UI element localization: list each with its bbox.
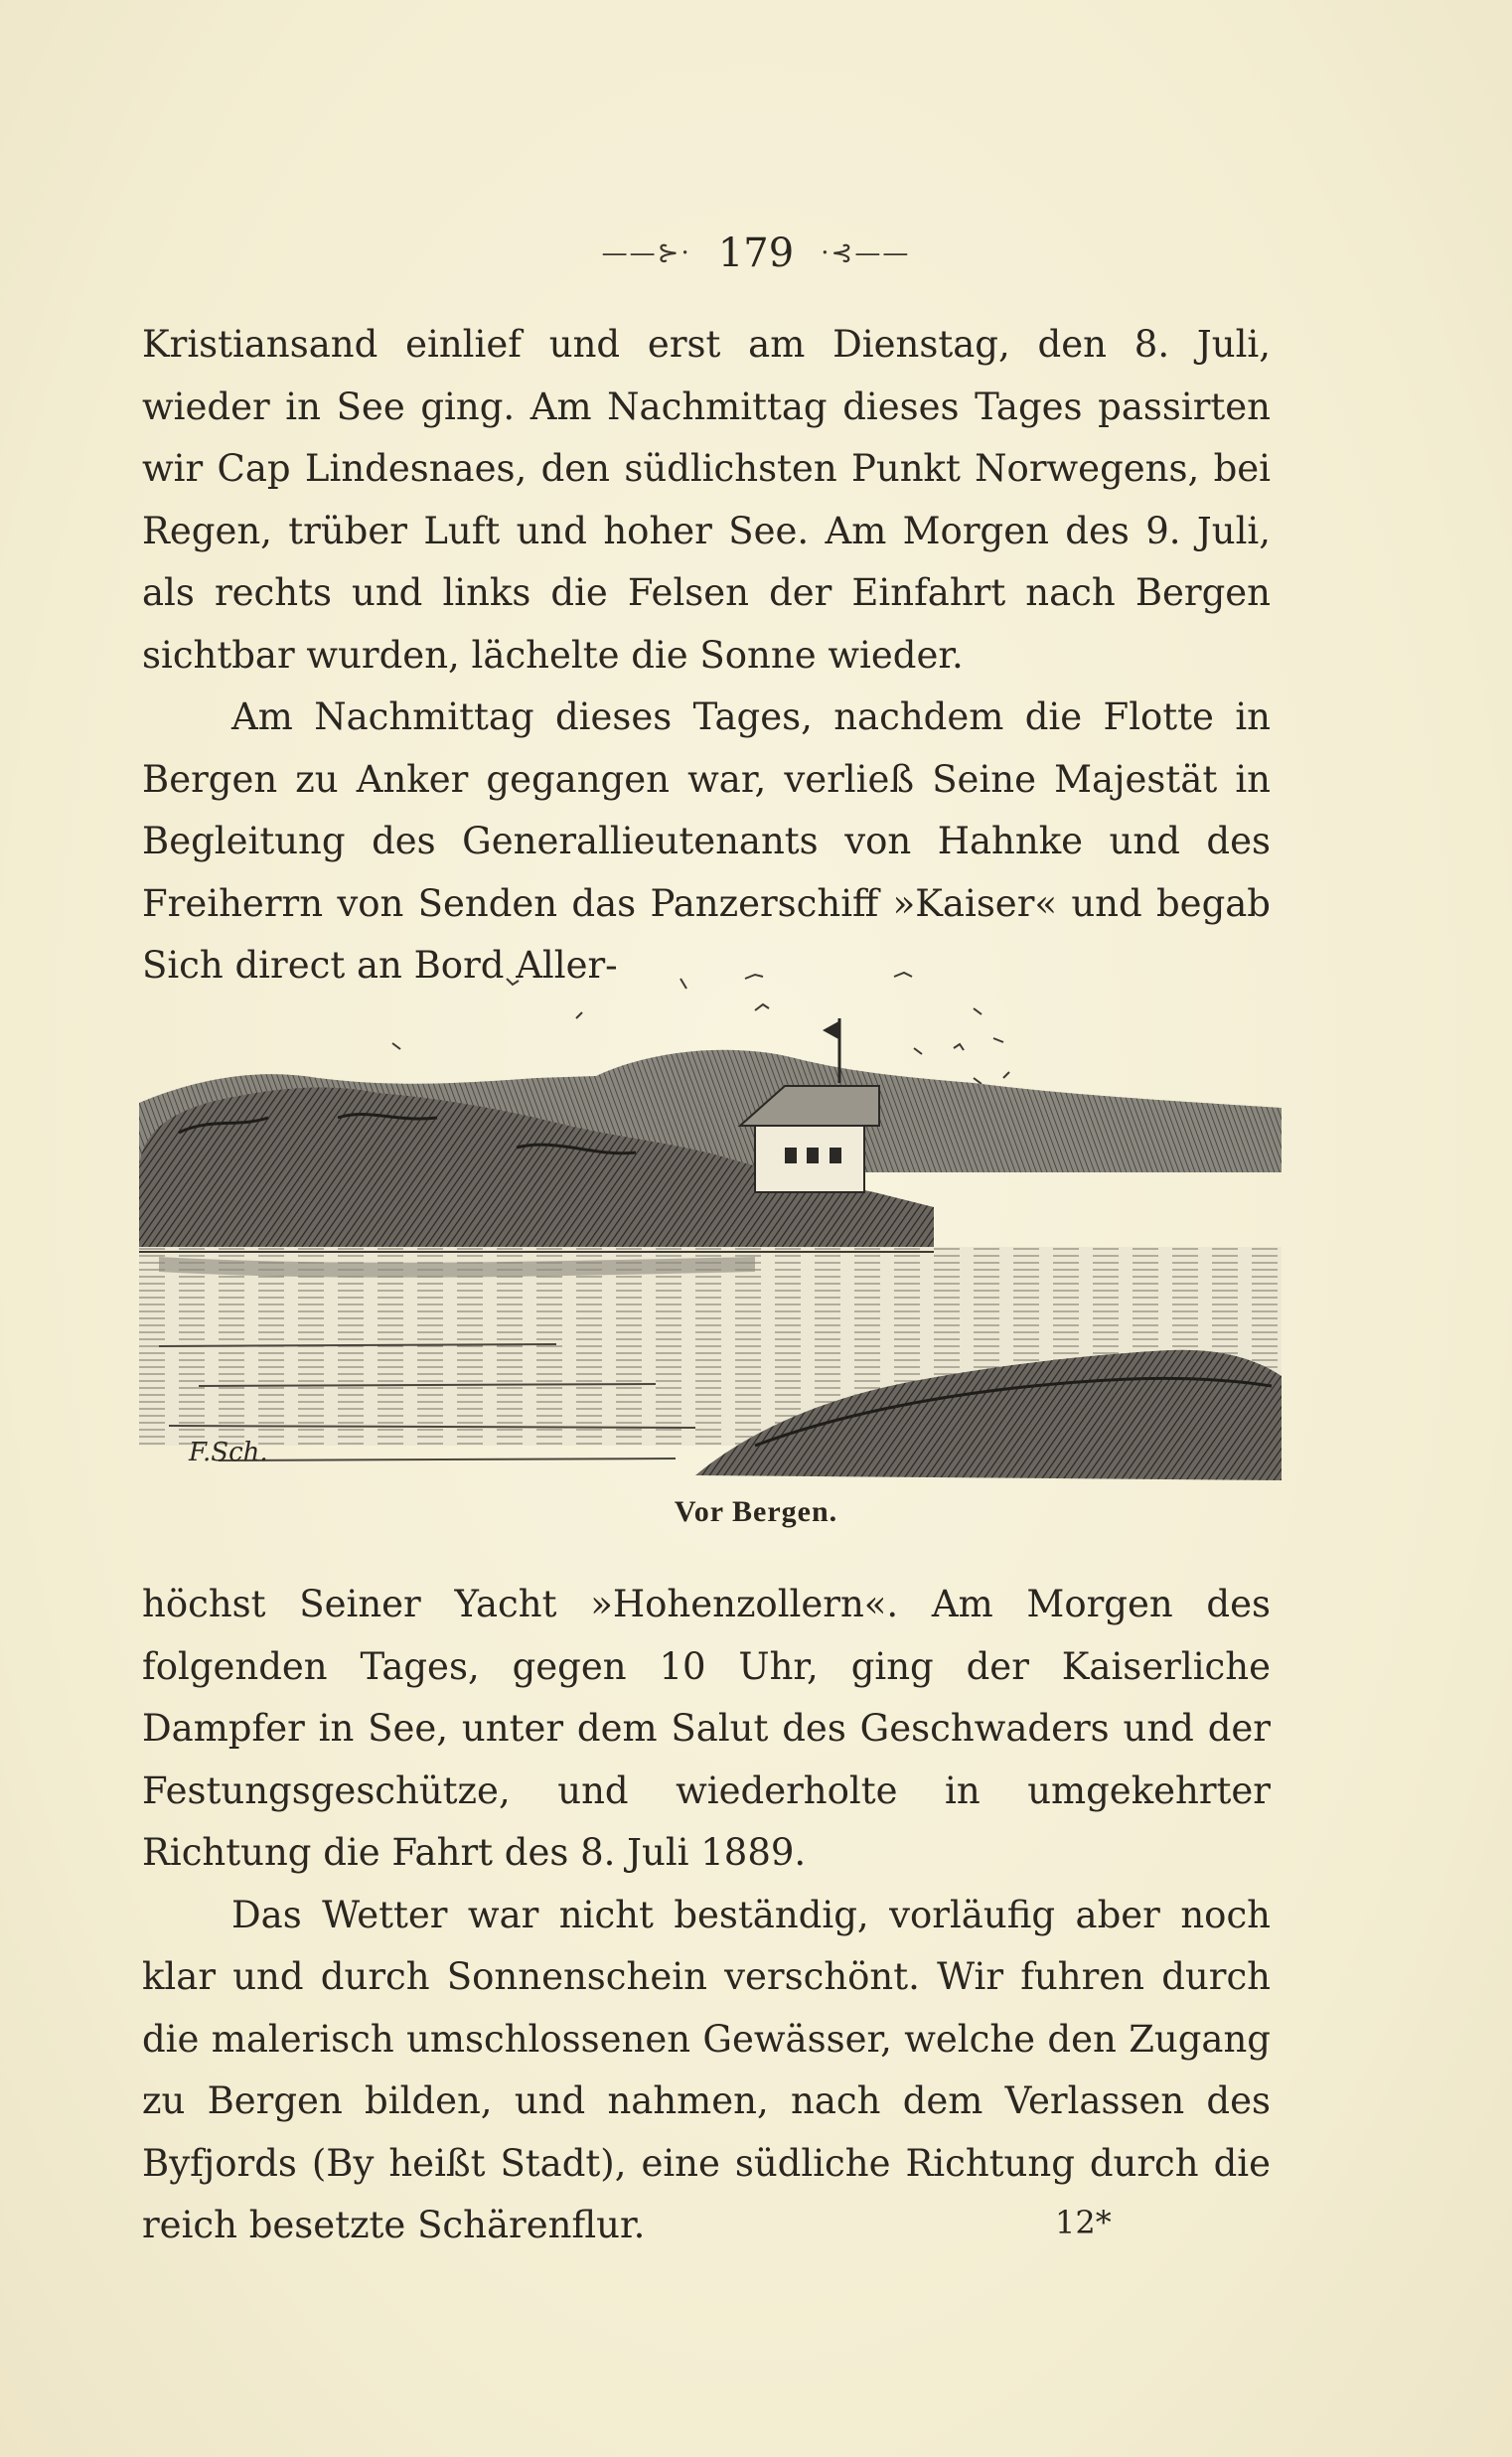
paragraph: höchst Seiner Yacht »Hohenzollern«. Am Morgen des folgenden Tages, gegen 10 Uhr, ging der Kaiserliche Dampfer in See, unter dem Salut des Geschwaders und der Festungsgeschütze, und wiederholte in umgekehrter Richtung die Fahrt des 8. Juli 1889. (142, 1583, 1271, 1874)
text-block-bottom (142, 1574, 1271, 2257)
paragraph: Kristiansand einlief und erst am Dienstag, den 8. Juli, wieder in See ging. Am Nachmittag dieses Tages passirten wir Cap Lindesnaes, den südlichsten Punkt Norwegens, bei Regen, trüber Luft und hoher See. Am Morgen des 9. Juli, als rechts und links die Felsen der Einfahrt nach Bergen sichtbar wurden, lächelte die Sonne wieder. (142, 323, 1271, 677)
artist-signature: F.Sch. (189, 1438, 268, 1467)
header-ornament-left: ——⊱· (601, 238, 691, 268)
engraving-image (139, 959, 1282, 1480)
text-block-top (142, 314, 1271, 998)
page-header (0, 230, 1512, 276)
page-number: 179 (717, 230, 795, 276)
figure-caption: Vor Bergen. (674, 1495, 838, 1528)
signature-mark: 12* (1055, 2204, 1112, 2241)
paragraph: Das Wetter war nicht beständig, vorläufig aber noch klar und durch Sonnenschein verschönt. Wir fuhren durch die malerisch umschlossenen Gewässer, welche den Zugang zu Bergen bilden, und nahmen, nach dem Verlassen des Byfjords (By heißt Stadt), eine südliche Richtung durch die reich besetzte Schärenflur. (142, 1893, 1271, 2246)
engraving-illustration (139, 959, 1282, 1480)
header-ornament-right: ·⊰—— (821, 238, 911, 268)
paragraph: Am Nachmittag dieses Tages, nachdem die Flotte in Bergen zu Anker gegangen war, verließ Seine Majestät in Begleitung des Generallieutenants von Hahnke und des Freiherrn von Senden das Panzerschiff »Kaiser« und begab Sich direct an Bord Aller- (142, 695, 1271, 987)
